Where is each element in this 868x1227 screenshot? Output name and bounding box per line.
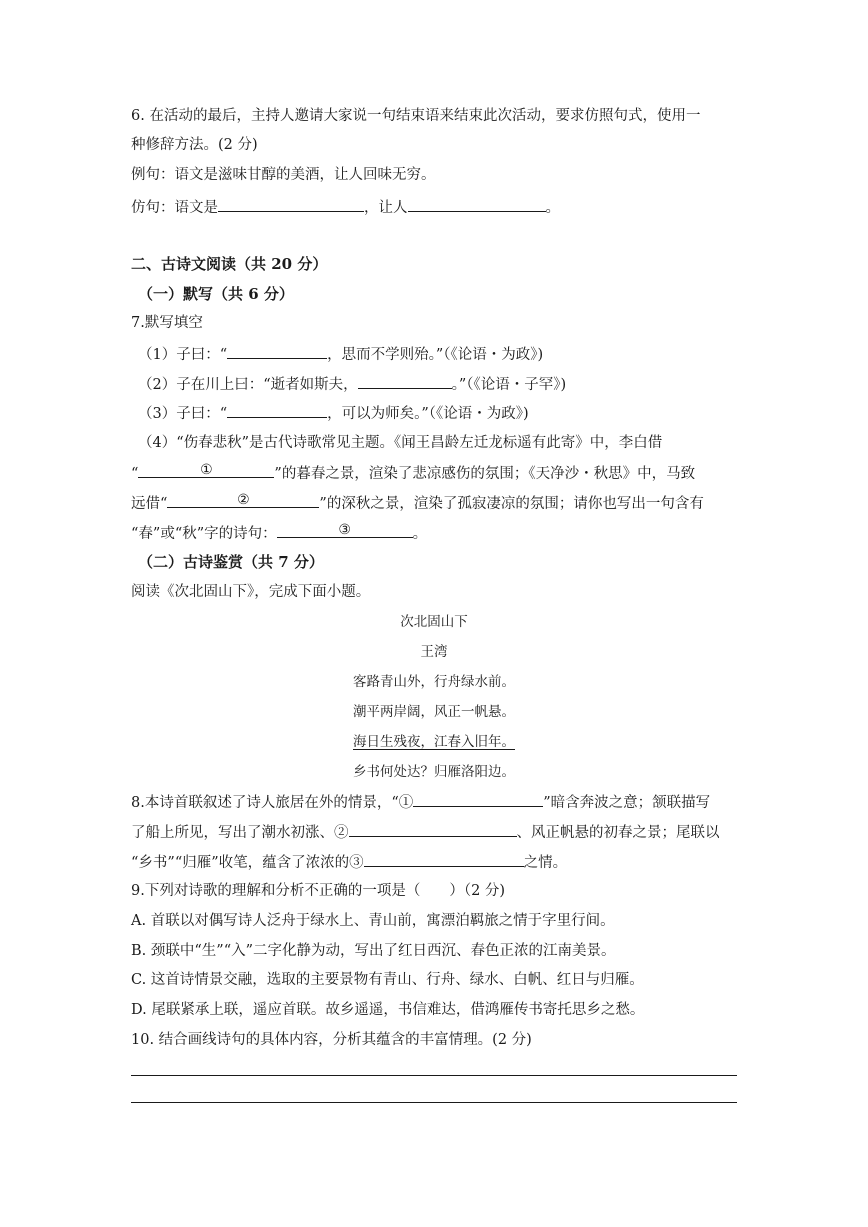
q7-title: 7.默写填空 xyxy=(131,315,203,331)
q7-item4-quote-open: “ xyxy=(131,466,139,482)
q8-line2-prefix: 了船上所见，写出了潮水初涨、② xyxy=(131,825,349,841)
poem-line-3-underlined xyxy=(0,732,868,752)
q7-item4-line1: （4）“伤春悲秋”是古代诗歌常见主题。《闻王昌龄左迁龙标遥有此寄》中，李白借 xyxy=(138,435,663,451)
q7-item2-blank[interactable] xyxy=(358,373,452,389)
q7-item1-prefix: （1）子曰：“ xyxy=(138,347,228,363)
poem-line-3-text: 海日生残夜，江春入旧年。 xyxy=(353,734,515,750)
q9-option-b[interactable]: B. 颈联中“生”“入”二字化静为动，写出了红日西沉、春色正浓的江南美景。 xyxy=(131,943,616,959)
q8-line1 xyxy=(131,791,710,813)
part1-title: （一）默写（共 6 分） xyxy=(138,285,294,303)
section2-title: 二、古诗文阅读（共 20 分） xyxy=(131,255,328,273)
poem-author: 王湾 xyxy=(420,644,448,660)
blank-mark-3: ③ xyxy=(338,522,351,538)
q7-item4-line2 xyxy=(131,462,695,484)
q7-item4-blank-3[interactable] xyxy=(277,522,413,538)
part2-title: （二）古诗鉴赏（共 7 分） xyxy=(138,553,324,571)
q8-line1-suffix: ”暗含奔波之意；颔联描写 xyxy=(543,795,711,811)
answer-line-1[interactable] xyxy=(131,1075,737,1076)
q6-example: 例句：语文是滋味甘醇的美酒，让人回味无穷。 xyxy=(131,167,436,183)
q7-item3 xyxy=(138,402,529,424)
q8-line3-suffix: 之情。 xyxy=(523,855,568,871)
q6-imitate-prefix: 仿句：语文是 xyxy=(131,200,218,216)
answer-line-2[interactable] xyxy=(131,1102,737,1103)
q8-line2-suffix: 、风正帆悬的初春之景；尾联以 xyxy=(516,825,720,841)
q9-option-c[interactable]: C. 这首诗情景交融，选取的主要景物有青山、行舟、绿水、白帆、红日与归雁。 xyxy=(131,972,644,988)
q8-blank-2[interactable] xyxy=(349,821,517,837)
q6-imitate-end: 。 xyxy=(545,200,560,216)
q7-item2 xyxy=(138,373,566,395)
q6-blank-2[interactable] xyxy=(408,196,546,212)
q8-blank-1[interactable] xyxy=(413,791,543,807)
q7-item1 xyxy=(138,343,543,365)
q7-item2-prefix: （2）子在川上曰：“逝者如斯夫， xyxy=(138,377,358,393)
q9-option-a[interactable]: A. 首联以对偶写诗人泛舟于绿水上、青山前，寓漂泊羁旅之情于字里行间。 xyxy=(131,913,615,929)
read-instruction: 阅读《次北固山下》，完成下面小题。 xyxy=(131,584,371,600)
q8-line3 xyxy=(131,851,567,873)
q6-line1: 6. 在活动的最后，主持人邀请大家说一句结束语来结束此次活动，要求仿照句式，使用一 xyxy=(131,108,701,124)
blank-mark-2: ② xyxy=(237,492,250,508)
q7-item3-blank[interactable] xyxy=(227,402,327,418)
q7-item4-line3-text: ”的深秋之景，渲染了孤寂凄凉的氛围；请你也写出一句含有 xyxy=(319,496,704,512)
q7-item4-line4 xyxy=(131,522,427,544)
poem-line-2: 潮平两岸阔，风正一帆悬。 xyxy=(353,704,515,720)
blank-mark-1: ① xyxy=(200,462,213,478)
q9-option-d[interactable]: D. 尾联紧承上联，遥应首联。故乡遥遥，书信难达，借鸿雁传书寄托思乡之愁。 xyxy=(131,1002,645,1018)
q7-item4-blank-2[interactable] xyxy=(167,492,319,508)
q8-blank-3[interactable] xyxy=(364,851,524,867)
q7-item3-suffix: ，可以为师矣。”（《论语・为政》) xyxy=(327,406,529,422)
q7-item4-line4-end: 。 xyxy=(412,526,428,542)
q7-item3-prefix: （3）子曰：“ xyxy=(138,406,228,422)
q6-imitate-middle: ，让人 xyxy=(364,200,408,216)
q7-item4-line3 xyxy=(131,492,704,514)
q10-stem: 10. 结合画线诗句的具体内容，分析其蕴含的丰富情理。(2 分) xyxy=(131,1032,532,1048)
q8-line3-prefix: “乡书”“归雁”收笔，蕴含了浓浓的③ xyxy=(131,855,364,871)
q7-item1-suffix: ，思而不学则殆。”（《论语・为政》) xyxy=(327,347,544,363)
q7-item1-blank[interactable] xyxy=(227,343,327,359)
q6-blank-1[interactable] xyxy=(218,196,364,212)
q6-imitate xyxy=(131,196,560,218)
q8-line2 xyxy=(131,821,720,843)
q7-item4-line3-prefix: 远借“ xyxy=(131,496,168,512)
q9-stem: 9.下列对诗歌的理解和分析不正确的一项是（ ）（2 分) xyxy=(131,883,506,899)
poem-line-1: 客路青山外，行舟绿水前。 xyxy=(353,674,515,690)
q7-item4-line2-text: ”的暮春之景，渲染了悲凉感伤的氛围；《天净沙・秋思》中，马致 xyxy=(274,466,696,482)
q7-item4-blank-1[interactable] xyxy=(138,462,274,478)
q8-line1-prefix: 8.本诗首联叙述了诗人旅居在外的情景，“① xyxy=(131,795,414,811)
q6-line2: 种修辞方法。(2 分) xyxy=(131,137,258,153)
q7-item2-suffix: 。”（《论语・子罕》) xyxy=(451,377,567,393)
poem-title: 次北固山下 xyxy=(400,614,468,630)
q7-item4-line4-prefix: “春”或“秋”字的诗句： xyxy=(131,526,277,542)
poem-line-4: 乡书何处达？归雁洛阳边。 xyxy=(353,764,515,780)
